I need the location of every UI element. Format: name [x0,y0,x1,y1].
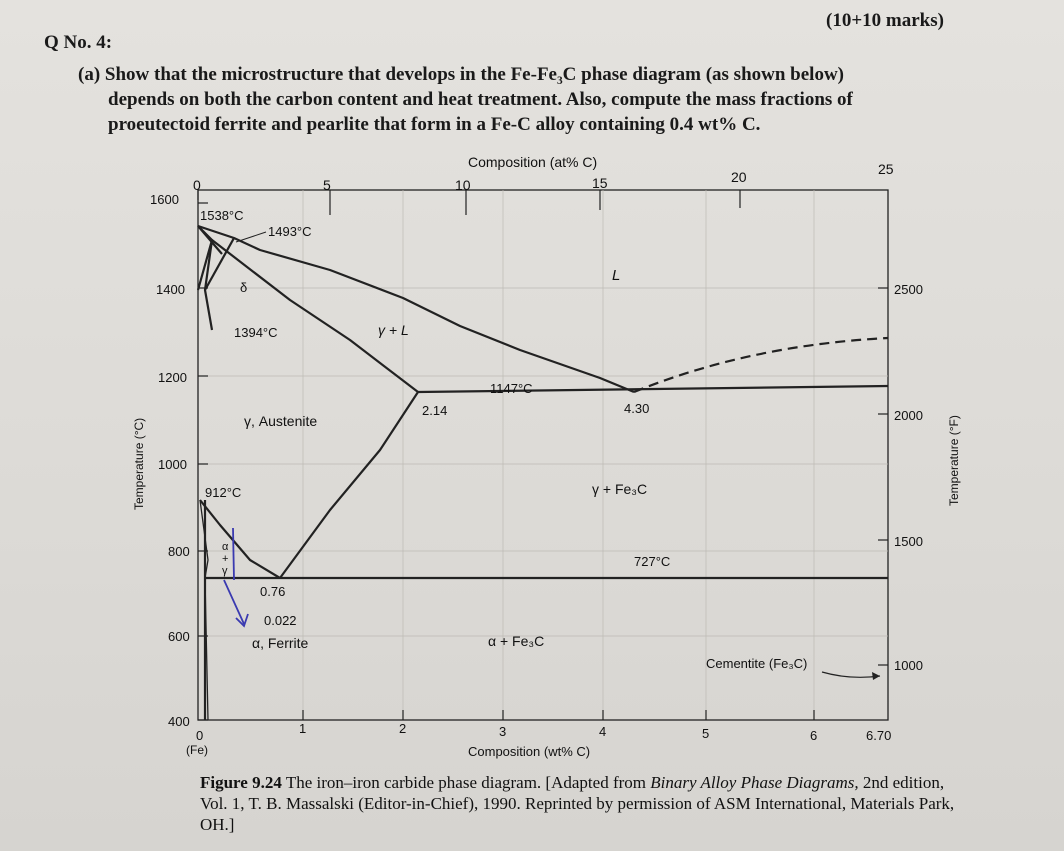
top-tick-15: 15 [592,175,608,191]
pen-mark-diagonal [224,580,244,624]
a3-line [200,500,280,578]
right-tick-1500: 1500 [894,534,923,549]
label-gamma-small: γ [222,565,228,577]
caption-text-2: 2nd edition, Vol. 1, T. B. Massalski (Editor-in-Chief), 1990. Reprinted by permission of ASM International, Materials Park, OH.] [200,773,955,834]
label-gamma-fe3c: γ + Fe₃C [592,481,648,497]
left-tick-800: 800 [168,544,190,559]
bottom-tick-4: 4 [599,724,607,739]
dashed-line [634,338,888,392]
label-1394: 1394°C [234,325,278,340]
top-tick-25: 25 [878,161,894,177]
top-tick-0: 0 [193,177,201,193]
label-0022: 0.022 [264,613,297,628]
label-1147: 1147°C [490,381,533,396]
question-line-2: depends on both the carbon content and heat treatment. Also, compute the mass fractions of [108,89,853,110]
label-214: 2.14 [422,403,448,418]
bottom-fe-label: (Fe) [186,743,208,757]
label-gamma-l: γ + L [378,322,409,338]
bottom-tick-5: 5 [702,726,710,741]
right-tick-2500: 2500 [894,282,923,297]
caption-figure-number: Figure 9.24 [200,773,282,792]
bottom-tick-3: 3 [499,724,507,739]
bottom-tick-1: 1 [299,721,307,736]
label-austenite: γ, Austenite [244,413,318,429]
label-1538: 1538°C [200,208,244,223]
label-delta: δ [240,280,248,295]
bottom-tick-6: 6 [810,728,818,743]
top-tick-10: 10 [455,177,471,193]
solidus-gamma [212,240,418,392]
caption-text-1: The iron–iron carbide phase diagram. [Adapted from [285,773,646,792]
label-1493: 1493°C [268,224,312,239]
label-cementite: Cementite (Fe₃C) [706,656,808,671]
bottom-tick-0: 0 [196,728,204,743]
label-plus-small: + [222,553,229,565]
pen-mark-vertical [233,528,234,580]
left-tick-600: 600 [168,629,190,644]
question-line-1: (a) Show that the microstructure that develops in the Fe-Fe₃C phase diagram (as shown below) [78,64,845,85]
right-tick-1000: 1000 [894,658,923,673]
label-liquid: L [612,267,621,284]
left-axis-title: Temperature (°C) [132,417,146,510]
cementite-arrow [822,672,880,677]
label-912: 912°C [205,485,242,500]
bottom-tick-2: 2 [399,721,407,736]
question-number: Q No. 4: [44,32,113,53]
liquidus-left [198,226,634,392]
top-tick-5: 5 [323,177,331,193]
label-076: 0.76 [260,584,286,599]
left-tick-1600: 1600 [150,192,179,207]
eutectic-line [418,386,888,392]
question-line-3: proeutectoid ferrite and pearlite that form in a Fe-C alloy containing 0.4 wt% C. [108,114,761,135]
left-tick-1400: 1400 [156,282,185,297]
question-marks: (10+10 marks) [826,10,944,31]
left-tick-1200: 1200 [158,370,187,385]
label-430: 4.30 [624,401,650,416]
top-axis-title: Composition (at% C) [468,154,598,170]
figure-caption [200,772,960,835]
label-alpha-small: α [222,541,229,553]
right-tick-2000: 2000 [894,408,923,423]
right-axis-title: Temperature (°F) [947,415,961,506]
label-727: 727°C [634,554,671,569]
left-tick-400: 400 [168,714,190,729]
label-ferrite: α, Ferrite [252,635,309,651]
label-alpha-fe3c: α + Fe₃C [488,633,545,649]
caption-book-title: Binary Alloy Phase Diagrams, [650,773,859,792]
left-tick-1000: 1000 [158,457,187,472]
bottom-tick-670: 6.70 [866,728,892,743]
top-tick-20: 20 [731,169,747,185]
bottom-axis-title: Composition (wt% C) [468,744,591,759]
